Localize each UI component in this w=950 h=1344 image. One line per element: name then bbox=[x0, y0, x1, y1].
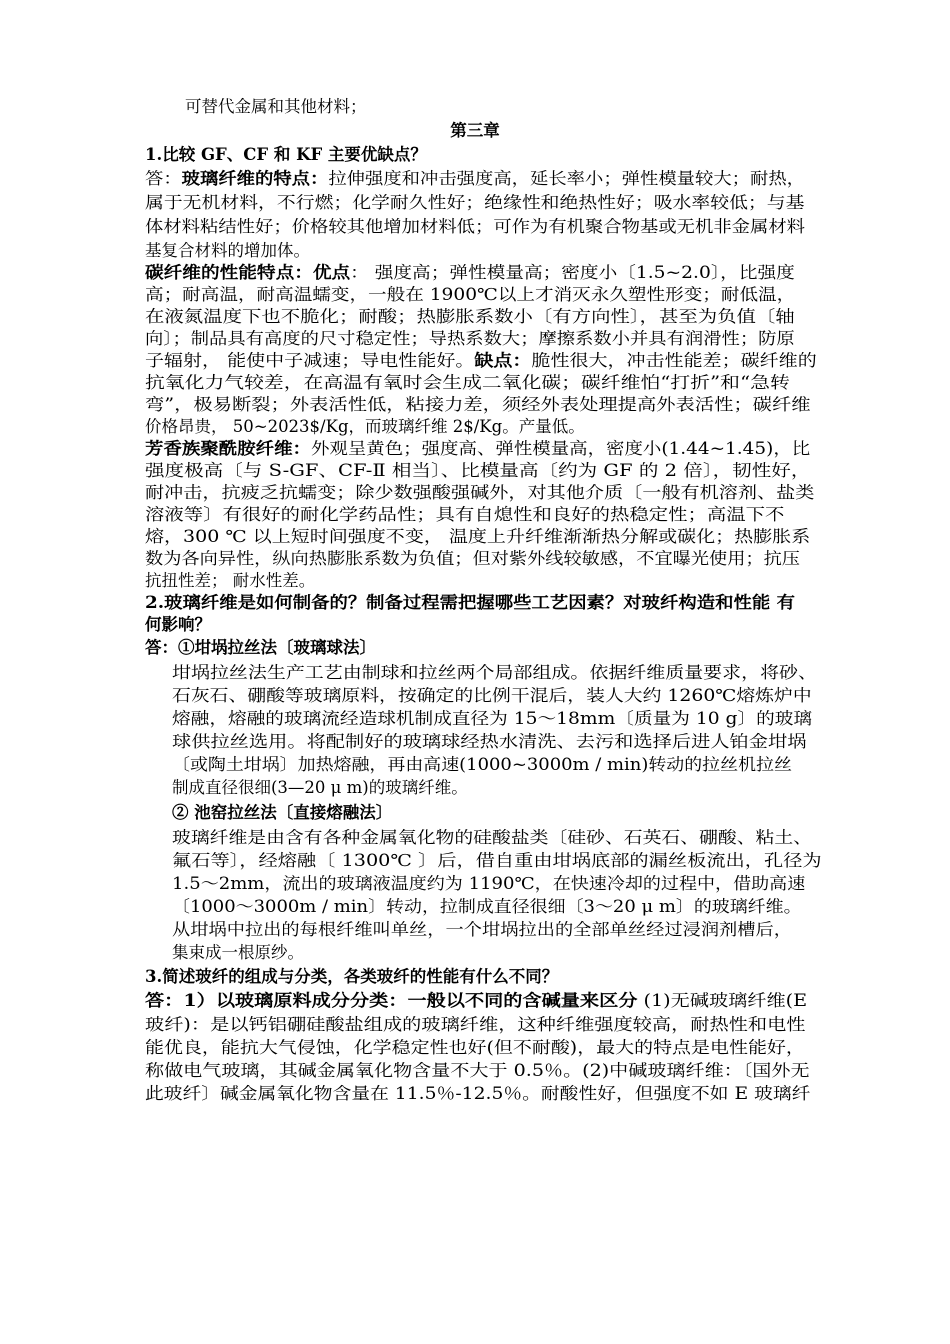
text-segment: 石灰石、硼酸等玻璃原料，按确定的比例干混后，装人大约 1260℃熔炼炉中 bbox=[172, 686, 812, 705]
text-segment: 球供拉丝选用。将配制好的玻璃球经热水清洗、去污和选择后进人铂金坩埚 bbox=[172, 732, 807, 751]
text-line bbox=[145, 990, 807, 1012]
text-segment: 坩埚拉丝法生产工艺由制球和拉丝两个局部组成。依据纤维质量要求，将砂、 bbox=[172, 663, 817, 682]
text-segment: 从坩埚中拉出的每根纤维叫单丝，一个坩埚拉出的全部单丝经过浸润剂槽后， bbox=[172, 920, 792, 939]
text-line bbox=[172, 873, 805, 895]
text-segment: 熔融，熔融的玻璃流经造球机制成直径为 15～18mm〔质量为 10 g〕的玻璃 bbox=[172, 709, 813, 728]
text-segment: 此玻纤〕碱金属氧化物含量在 11.5％-12.5％。耐酸性好，但强度不如 E 玻璃纤 bbox=[145, 1084, 811, 1103]
text-segment: 数为各向异性，纵向热膨胀系数为负值；但对紫外线较敏感，不宜曝光使用；抗压 bbox=[145, 549, 800, 568]
text-segment: 3.简述玻纤的组成与分类，各类玻纤的性能有什么不同？ bbox=[145, 967, 559, 986]
text-line bbox=[172, 754, 792, 776]
text-segment: 外观呈黄色；强度高、弹性模量高，密度小(1.44~1.45)，比 bbox=[310, 439, 811, 458]
text-line bbox=[145, 1014, 806, 1036]
text-line bbox=[172, 942, 304, 964]
text-segment: 〔或陶土坩埚〕加热熔融，再由高速(1000~3000m / min)转动的拉丝机拉丝 bbox=[172, 755, 792, 774]
text-line bbox=[145, 394, 811, 416]
text-line bbox=[145, 504, 784, 526]
text-line bbox=[145, 1037, 805, 1059]
text-segment: 价格昂贵， 50~2023$/Kg，而玻璃纤维 2$/Kg。产量低。 bbox=[145, 417, 585, 436]
text-segment: 氟石等〕，经熔融〔 1300℃ 〕后，借自重由坩埚底部的漏丝板流出，孔径为 bbox=[172, 851, 822, 870]
text-line bbox=[172, 850, 822, 872]
text-segment: 〔1000～3000m / min〕转动，拉制成直径很细〔3～20 μ m〕的玻璃纤维。 bbox=[172, 897, 802, 916]
text-segment: ② 池窑拉丝法〔直接熔融法〕 bbox=[172, 803, 393, 822]
text-line bbox=[172, 827, 812, 849]
text-segment: 子辐射， 能使中子减速；导电性能好。 bbox=[145, 351, 475, 370]
text-segment: 熔，300 ℃ 以上短时间强度不变， 温度上升纤维渐渐热分解或碳化；热膨胀系 bbox=[145, 527, 811, 546]
text-segment: 玻璃纤维的特点： bbox=[181, 169, 329, 188]
text-line bbox=[145, 372, 790, 394]
text-segment: 抗扭性差； 耐水性差。 bbox=[145, 571, 316, 590]
text-segment: 优点 bbox=[312, 263, 351, 282]
text-line bbox=[145, 438, 810, 460]
text-line bbox=[172, 777, 468, 799]
text-line bbox=[172, 896, 802, 918]
text-segment: 答： bbox=[145, 169, 182, 188]
text-segment: 在液氮温度下也不脆化；耐酸；热膨胀系数小〔有方向性〕，甚至为负值〔轴 bbox=[145, 307, 795, 326]
text-segment: 向〕；制品具有高度的尺寸稳定性；导热系数大；摩擦系数小并具有润滑性；防原 bbox=[145, 329, 795, 348]
text-segment: 答：①坩埚拉丝法〔玻璃球法〕 bbox=[145, 638, 376, 657]
text-segment: ： 强度高；弹性模量高；密度小〔1.5~2.0〕，比强度 bbox=[350, 263, 795, 282]
text-line bbox=[185, 96, 367, 118]
text-line bbox=[145, 526, 810, 548]
text-line bbox=[145, 168, 805, 190]
text-segment: 拉伸强度和冲击强度高，延长率小；弹性模量较大；耐热， bbox=[328, 169, 806, 188]
text-segment: 玻纤)：是以钙铝硼硅酸盐组成的玻璃纤维，这种纤维强度较高，耐热性和电性 bbox=[145, 1015, 806, 1034]
text-line bbox=[145, 548, 800, 570]
text-segment: 何影响？ bbox=[145, 615, 211, 634]
text-segment: 抗氧化力气较差，在高温有氧时会生成二氧化碳；碳纤维怕“打折”和“急转 bbox=[145, 373, 790, 392]
text-segment: 2.玻璃纤维是如何制备的？制备过程需把握哪些工艺因素？对玻纤构造和性能 有 bbox=[145, 593, 795, 612]
text-line bbox=[145, 416, 585, 438]
text-segment: 体材料粘结性好；价格较其他增加材料低；可作为有机聚合物基或无机非金属材料 bbox=[145, 217, 806, 236]
text-line bbox=[145, 1083, 810, 1105]
text-segment: 基复合材料的增加体。 bbox=[145, 241, 310, 260]
text-line bbox=[145, 482, 814, 504]
text-line bbox=[145, 570, 315, 592]
text-line bbox=[145, 966, 558, 988]
text-segment: (1)无碱玻璃纤维(E bbox=[637, 991, 808, 1010]
text-segment: 集束成一根原纱。 bbox=[172, 943, 304, 962]
text-line bbox=[145, 637, 376, 659]
text-line bbox=[145, 1060, 810, 1082]
text-line bbox=[172, 731, 806, 753]
text-segment: 碳纤维的性能特点： bbox=[145, 263, 313, 282]
text-segment: 高；耐高温，耐高温蠕变，一般在 1900℃以上才消灭永久塑性形变；耐低温， bbox=[145, 285, 796, 304]
text-segment: 缺点： bbox=[474, 351, 532, 370]
text-line bbox=[145, 262, 795, 284]
text-segment: 耐冲击，抗疲乏抗蠕变；除少数强酸强碱外，对其他介质〔一般有机溶剂、盐类 bbox=[145, 483, 815, 502]
text-segment: 溶液等〕有很好的耐化学药品性；具有自熄性和良好的热稳定性；高温下不 bbox=[145, 505, 785, 524]
text-segment: 芳香族聚酰胺纤维： bbox=[145, 439, 311, 458]
text-line bbox=[145, 144, 427, 166]
text-segment: 属于无机材料，不行燃；化学耐久性好；绝缘性和绝热性好；吸水率较低；与基 bbox=[145, 193, 805, 212]
text-line bbox=[172, 708, 812, 730]
text-segment: 能优良，能抗大气侵蚀，化学稳定性也好(但不耐酸)，最大的特点是电性能好， bbox=[145, 1038, 805, 1057]
text-line bbox=[145, 614, 211, 636]
text-line bbox=[145, 460, 810, 482]
text-line bbox=[172, 662, 817, 684]
text-segment: 称做电气玻璃，其碱金属氧化物含量不大于 0.5％。(2)中碱玻璃纤维：〔国外无 bbox=[145, 1061, 810, 1080]
text-line bbox=[145, 328, 795, 350]
text-segment: 制成直径很细(3—20 μ m)的玻璃纤维。 bbox=[172, 778, 468, 797]
text-line bbox=[145, 306, 795, 328]
text-line bbox=[145, 240, 310, 262]
text-segment: 答：1）以玻璃原料成分分类：一般以不同的含碱量来区分 bbox=[145, 991, 638, 1010]
text-line bbox=[172, 802, 392, 824]
chapter-title bbox=[0, 120, 950, 142]
text-line bbox=[172, 919, 792, 941]
text-segment: 弯”，极易断裂；外表活性低，粘接力差，须经外表处理提高外表活性；碳纤维 bbox=[145, 395, 811, 414]
text-segment: 强度极高〔与 S-GF、CF-Ⅱ 相当〕、比模量高〔约为 GF 的 2 倍〕，韧性好， bbox=[145, 461, 811, 480]
text-line bbox=[172, 685, 812, 707]
text-line bbox=[145, 192, 804, 214]
text-segment: 1.比较 GF、CF 和 KF 主要优缺点？ bbox=[145, 145, 427, 164]
text-segment: 可替代金属和其他材料； bbox=[185, 97, 367, 116]
text-line bbox=[145, 216, 805, 238]
text-segment: 1.5～2mm，流出的玻璃液温度约为 1190℃，在快速冷却的过程中，借助高速 bbox=[172, 874, 806, 893]
text-segment: 玻璃纤维是由含有各种金属氧化物的硅酸盐类〔硅砂、石英石、硼酸、粘土、 bbox=[172, 828, 812, 847]
text-line bbox=[145, 592, 795, 614]
text-segment: 第三章 bbox=[450, 121, 500, 140]
text-segment: 脆性很大，冲击性能差；碳纤维的 bbox=[531, 351, 817, 370]
text-line bbox=[145, 284, 795, 306]
text-line bbox=[145, 350, 817, 372]
